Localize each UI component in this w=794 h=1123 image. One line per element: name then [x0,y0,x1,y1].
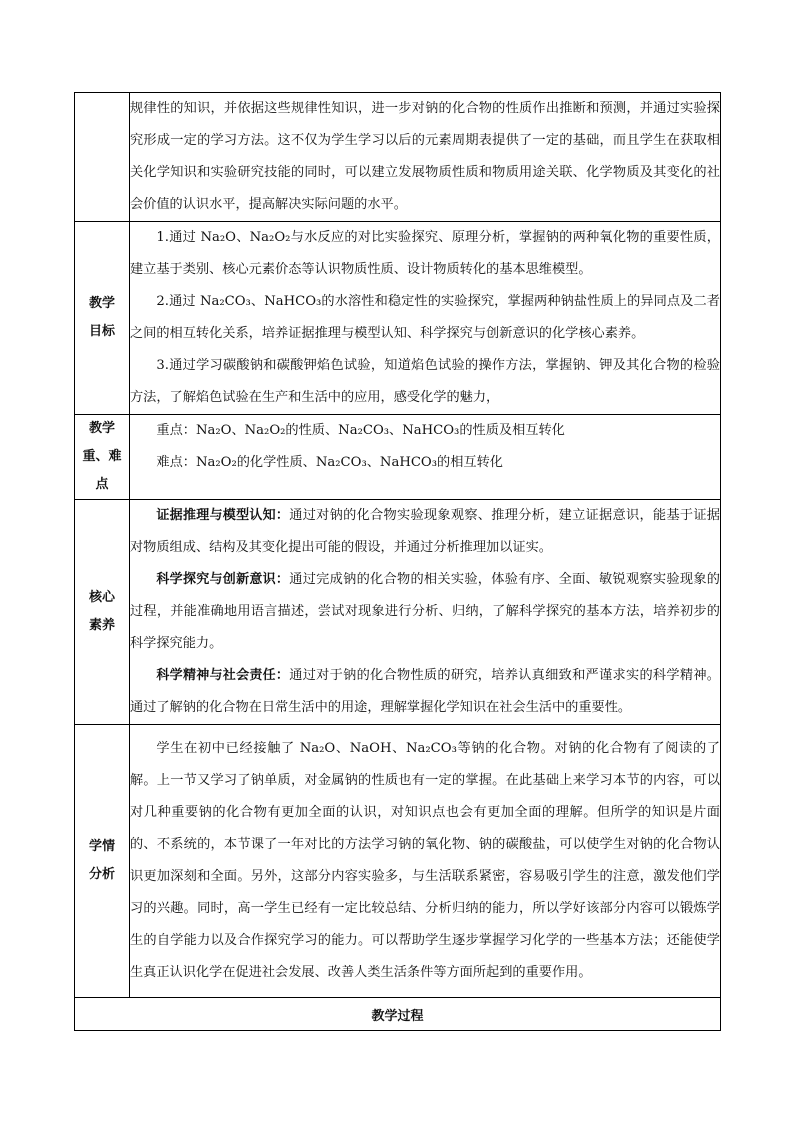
cell-content [130,500,721,725]
cell-content [130,93,721,222]
item-title: 科学精神与社会责任： [156,668,290,683]
item-title: 证据推理与模型认知： [156,508,290,523]
label-line: 点 [95,477,109,492]
item-title: 科学探究与创新意识： [156,572,290,587]
label-line: 教学 [88,421,115,436]
item-text: 通过完成钠的化合物的相关实验，体验有序、全面、敏锐观察实验现象的过程，并能准确地用语言描述，尝试对现象进行分析、归纳，了解科学探究的基本方法，培养初步的科学探究能力。 [130,572,720,651]
cell-content [130,725,721,998]
literacy-item [130,500,720,564]
row-label-empty [75,93,130,222]
section-heading: 教学过程 [75,998,721,1031]
cell-content [130,415,721,500]
table-row [75,415,721,500]
paragraph: 难点：Na₂O₂的化学性质、Na₂CO₃、NaHCO₃的相互转化 [156,455,503,470]
lesson-plan-table [74,92,721,1031]
paragraph: 规律性的知识，并依据这些规律性知识，进一步对钠的化合物的性质作出推断和预测，并通过实验探究形成一定的学习方法。这不仅为学生学习以后的元素周期表提供了一定的基础，而且学生在获取相关化学知识和实验研究技能的同时，可以建立发展物质性质和物质用途关联、化学物质及其变化的社会价值的认识水平，提高解决实际问题的水平。 [130,101,720,212]
table-row [75,998,721,1031]
table-row [75,93,721,222]
label-line: 教学 [88,296,115,311]
literacy-item [130,660,720,724]
label-line: 目标 [88,324,115,339]
item-text: 通过对钠的化合物实验现象观察、推理分析，建立证据意识，能基于证据对物质组成、结构及其变化提出可能的假设，并通过分析推理加以证实。 [130,508,720,555]
row-label-key-points [75,415,130,500]
label-line: 核心 [88,590,115,605]
label-line: 素养 [88,618,115,633]
table-row [75,500,721,725]
row-label-core-literacy [75,500,130,725]
table-row [75,725,721,998]
label-line: 学情 [88,839,115,854]
paragraph: 学生在初中已经接触了 Na₂O、NaOH、Na₂CO₃等钠的化合物。对钠的化合物有了阅读的了解。上一节又学习了钠单质，对金属钠的性质也有一定的掌握。在此基础上来学习本节的内容，可以对几种重要钠的化合物有更加全面的认识，对知识点也会有更加全面的理解。但所学的知识是片面的、不系统的，本节课了一年对比的方法学习钠的氧化物、钠的碳酸盐，可以使学生对钠的化合物认识更加深刻和全面。另外，这部分内容实验多，与生活联系紧密，容易吸引学生的注意，激发他们学习的兴趣。同时，高一学生已经有一定比较总结、分析归纳的能力，所以学好该部分内容可以锻炼学生的自学能力以及合作探究学习的能力。可以帮助学生逐步掌握学习化学的一些基本方法；还能使学生真正认识化学在促进社会发展、改善人类生活条件等方面所起到的重要作用。 [130,741,720,980]
table-row [75,222,721,415]
label-line: 分析 [88,867,115,882]
row-label-learner-analysis [75,725,130,998]
paragraph: 2.通过 Na₂CO₃、NaHCO₃的水溶性和稳定性的实验探究，掌握两种钠盐性质上的异同点及二者之间的相互转化关系，培养证据推理与模型认知、科学探究与创新意识的化学核心素养。 [130,294,720,341]
paragraph: 1.通过 Na₂O、Na₂O₂与水反应的对比实验探究、原理分析，掌握钠的两种氧化物的重要性质，建立基于类别、核心元素价态等认识物质性质、设计物质转化的基本思维模型。 [130,230,720,277]
label-line: 重、难 [82,449,122,464]
row-label-objectives [75,222,130,415]
cell-content [130,222,721,415]
item-text: 通过对于钠的化合物性质的研究，培养认真细致和严谨求实的科学精神。通过了解钠的化合物在日常生活中的用途，理解掌握化学知识在社会生活中的重要性。 [130,668,720,715]
literacy-item [130,564,720,660]
paragraph: 重点：Na₂O、Na₂O₂的性质、Na₂CO₃、NaHCO₃的性质及相互转化 [156,423,565,438]
paragraph: 3.通过学习碳酸钠和碳酸钾焰色试验，知道焰色试验的操作方法，掌握钠、钾及其化合物的检验方法，了解焰色试验在生产和生活中的应用，感受化学的魅力， [130,358,720,405]
